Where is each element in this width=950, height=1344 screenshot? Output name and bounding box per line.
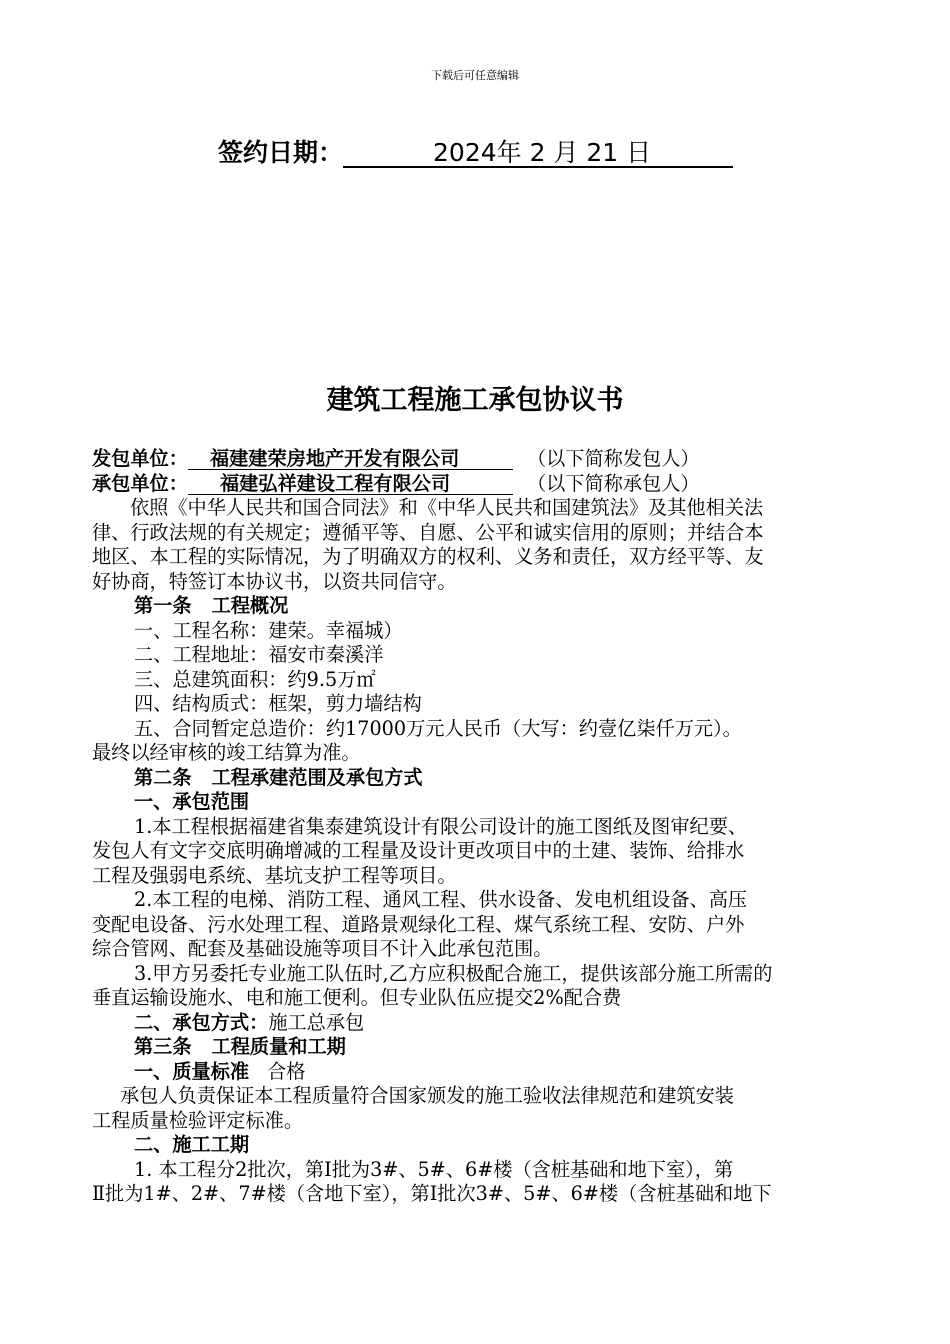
article1-item: 四、结构质式：框架，剪力墙结构 [134, 692, 422, 715]
article1-item: 五、合同暂定总造价：约17000万元人民币（大写：约壹亿柒仟万元）。 [134, 716, 742, 740]
contractor-line [92, 472, 892, 497]
quality-line [92, 1060, 892, 1085]
article2-title: 工程承建范围及承包方式 [211, 765, 423, 789]
contractor-note: （以下简称承包人） [526, 471, 700, 495]
employer-name: 福建建荣房地产开发有限公司 [188, 449, 513, 470]
scope-line: 变配电设备、污水处理工程、道路景观绿化工程、煤气系统工程、安防、户外 [92, 912, 745, 936]
contract-mode-label: 二、承包方式： [134, 1010, 269, 1034]
intro-line: 依照《中华人民共和国合同法》和《中华人民共和国建筑法》及其他相关法 [130, 496, 764, 519]
article2-heading [92, 766, 892, 791]
scope-heading: 一、承包范围 [134, 790, 250, 813]
article2-num: 第二条 [134, 765, 192, 789]
article3-heading [92, 1035, 892, 1060]
quality-text: 承包人负责保证本工程质量符合国家颁发的施工验收法律规范和建筑安装 [120, 1084, 734, 1107]
document-title: 建筑工程施工承包协议书 [326, 385, 624, 416]
scope-line: 2.本工程的电梯、消防工程、通风工程、供水设备、发电机组设备、高压 [134, 888, 748, 911]
contract-mode-line [92, 1011, 892, 1036]
article3-title: 工程质量和工期 [211, 1035, 346, 1058]
article1-num: 第一条 [134, 594, 192, 617]
intro-line: 好协商，特签订本协议书，以资共同信守。 [92, 569, 457, 593]
contractor-label: 承包单位： [92, 471, 188, 495]
period-heading: 二、施工工期 [134, 1133, 250, 1156]
quality-text: 工程质量检验评定标准。 [92, 1108, 304, 1132]
sign-date [218, 133, 733, 169]
employer-line [92, 447, 892, 472]
sign-date-value: 2024年 2 月 21 日 [343, 138, 733, 168]
intro-line: 地区、本工程的实际情况，为了明确双方的权利、义务和责任，双方经平等、友 [92, 545, 764, 568]
article1-item-continued: 最终以经审核的竣工结算为准。 [92, 741, 361, 764]
quality-heading: 一、质量标准 [134, 1059, 250, 1083]
article1-item: 一、工程名称：建荣。幸福城） [134, 618, 403, 642]
employer-note: （以下简称发包人） [526, 447, 700, 470]
article3-num: 第三条 [134, 1035, 192, 1058]
article1-heading [92, 594, 892, 619]
article1-item: 二、工程地址：福安市秦溪洋 [134, 643, 384, 666]
scope-line: 发包人有文字交底明确增减的工程量及设计更改项目中的土建、装饰、给排水 [92, 839, 745, 862]
period-line: 1. 本工程分2批次，第Ⅰ批为3#、5#、6#楼（含桩基础和地下室），第 [134, 1157, 734, 1181]
sign-date-label: 签约日期： [218, 138, 344, 167]
scope-line: 1.本工程根据福建省集泰建筑设计有限公司设计的施工图纸及图审纪要、 [134, 814, 748, 838]
article1-item: 三、总建筑面积：约9.5万㎡ [134, 667, 376, 691]
scope-line: 3.甲方另委托专业施工队伍时,乙方应积极配合施工，提供该部分施工所需的 [134, 961, 773, 985]
employer-label: 发包单位： [92, 447, 188, 470]
contract-mode-value: 施工总承包 [268, 1010, 365, 1034]
scope-line: 工程及强弱电系统、基坑支护工程等项目。 [92, 863, 457, 887]
document-body [92, 447, 892, 1207]
article1-title: 工程概况 [211, 594, 289, 617]
intro-line: 律、行政法规的有关规定；遵循平等、自愿、公平和诚实信用的原则；并结合本 [92, 520, 764, 544]
scope-line: 综合管网、配套及基础设施等项目不计入此承包范围。 [92, 937, 553, 960]
download-note: 下载后可任意编辑 [431, 69, 519, 82]
quality-value: 合格 [267, 1059, 306, 1083]
contractor-name: 福建弘祥建设工程有限公司 [188, 474, 513, 495]
period-line: Ⅱ批为1#、2#、7#楼（含地下室），第Ⅰ批次3#、5#、6#楼（含桩基础和地下 [92, 1182, 772, 1205]
scope-line: 垂直运输设施水、电和施工便利。但专业队伍应提交2%配合费 [92, 986, 622, 1009]
